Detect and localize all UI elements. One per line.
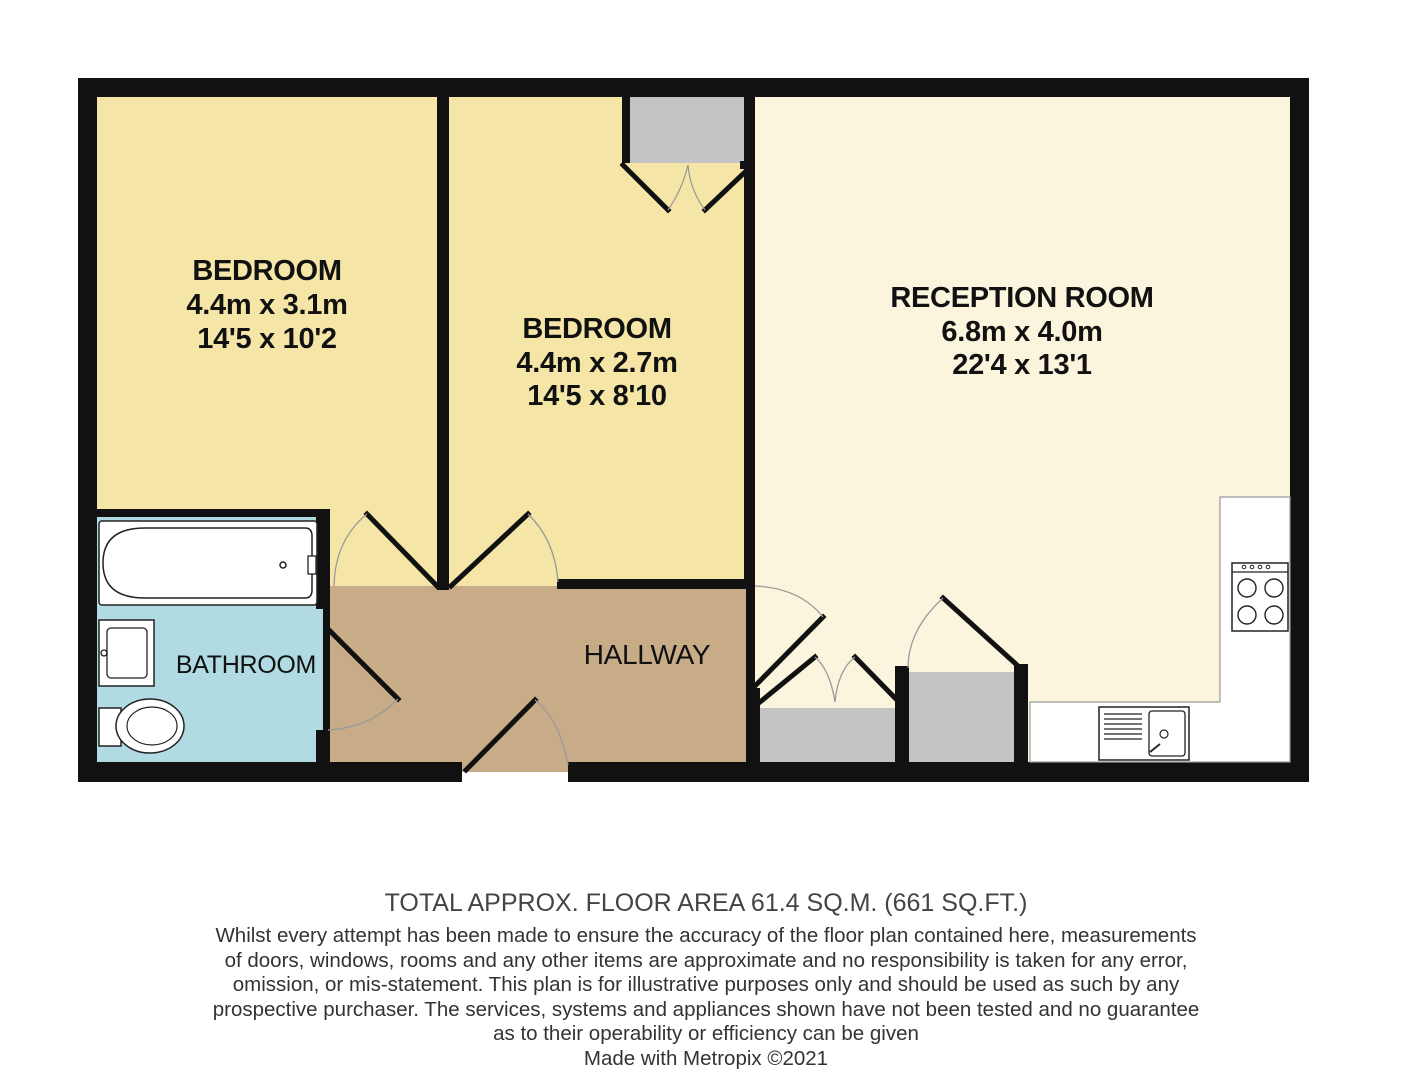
bedroom-1-label <box>186 255 347 355</box>
bedroom-1-metric: 4.4m x 3.1m <box>186 289 348 321</box>
bedroom-2-name: BEDROOM <box>522 313 672 345</box>
kitchen-sink-icon <box>1099 707 1189 760</box>
bedroom-2-imperial: 14'5 x 8'10 <box>527 380 667 412</box>
hallway-floor <box>330 586 746 762</box>
credit: Made with Metropix ©2021 <box>583 1046 829 1070</box>
storage-cupboard-2 <box>909 672 1014 762</box>
wardrobe-cupboard <box>628 97 744 163</box>
reception-room-name: RECEPTION ROOM <box>890 282 1154 314</box>
reception-room-floor <box>755 97 1290 762</box>
reception-room-imperial: 22'4 x 13'1 <box>952 349 1092 381</box>
hob-icon <box>1232 563 1288 631</box>
reception-room-metric: 6.8m x 4.0m <box>941 316 1103 348</box>
wash-basin-icon <box>99 620 154 686</box>
entrance-threshold <box>462 762 568 772</box>
bathroom-name: BATHROOM <box>175 651 317 679</box>
storage-cupboard-1 <box>760 708 895 762</box>
bedroom-1-imperial: 14'5 x 10'2 <box>197 323 337 355</box>
bedroom-2-floor-door-nook <box>449 581 557 586</box>
disclaimer-line: of doors, windows, rooms and any other items are approximate and no responsibility is taken for any error, <box>224 948 1188 972</box>
disclaimer-line: prospective purchaser. The services, systems and appliances shown have not been tested and no guarantee <box>212 997 1200 1021</box>
total-floor-area: TOTAL APPROX. FLOOR AREA 61.4 SQ.M. (661 SQ.FT.) <box>384 889 1028 917</box>
hallway-name: HALLWAY <box>583 639 711 670</box>
disclaimer-line: as to their operability or efficiency can be given <box>493 1022 919 1045</box>
bedroom-1-floor-door-nook <box>330 509 437 586</box>
bath-tub-icon <box>99 521 317 605</box>
bedroom-1-name: BEDROOM <box>192 255 342 287</box>
disclaimer <box>0 924 1412 1071</box>
bedroom-2-label <box>516 313 677 412</box>
disclaimer-line: Whilst every attempt has been made to ensure the accuracy of the floor plan contained here, measurements <box>215 924 1197 947</box>
bedroom-2-metric: 4.4m x 2.7m <box>516 347 678 379</box>
disclaimer-line: omission, or mis-statement. This plan is for illustrative purposes only and should be used as such by any <box>232 973 1180 996</box>
